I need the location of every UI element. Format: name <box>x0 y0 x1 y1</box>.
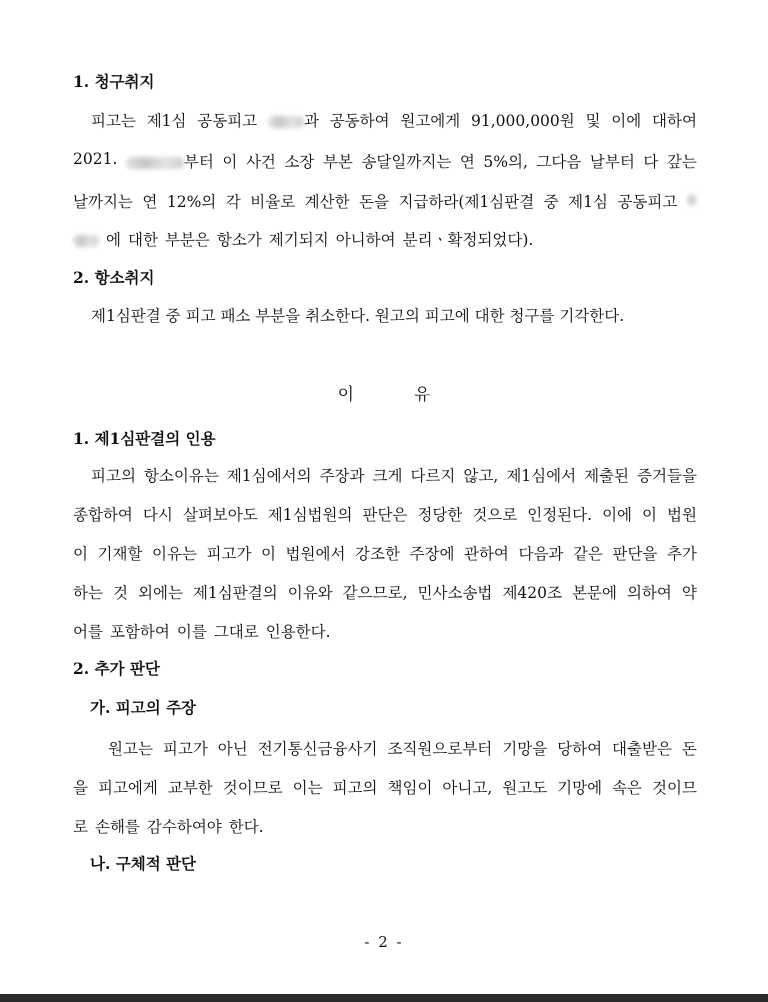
word: 아니하여 <box>335 231 396 249</box>
word: 이는 <box>292 779 323 797</box>
word: 기망을 <box>502 740 548 758</box>
word: 날부터 <box>589 153 635 171</box>
word: 어를 <box>73 623 103 641</box>
word: 민사소송법 <box>417 584 493 602</box>
word: 분리ㆍ확정되었다). <box>402 231 534 249</box>
word: 이유와 <box>287 584 333 602</box>
word: 대한 <box>127 231 158 249</box>
word: 이 <box>222 153 238 171</box>
redacted-name <box>268 116 304 128</box>
redacted-name <box>73 235 99 247</box>
word: 주장에 <box>409 545 455 563</box>
word <box>687 190 697 212</box>
word: 속은 <box>612 779 643 797</box>
word: 피고가 <box>162 740 208 758</box>
word: 송달일까지는 <box>361 153 452 171</box>
word: 사건 <box>245 153 276 171</box>
defendant-claim-title: 가. 피고의 주장 <box>90 698 197 717</box>
word: 약 <box>681 584 697 602</box>
word: 강조한 <box>355 545 400 563</box>
word: 에 <box>73 228 121 250</box>
word: 의하여 <box>626 584 672 602</box>
word: 소장 <box>284 153 315 171</box>
citation-line-3 <box>73 542 697 564</box>
word: 항소가 <box>216 231 262 249</box>
section-claim-title: 1. 청구취지 <box>73 72 155 91</box>
word: 것으로 <box>472 506 518 524</box>
citation-line-5 <box>73 620 697 642</box>
word: 다음과 <box>518 545 564 563</box>
word: 추가 <box>666 545 697 563</box>
word: 것이므 <box>652 779 697 797</box>
word: 다르지 <box>410 467 456 485</box>
word: 기재할 <box>97 545 143 563</box>
word: 갚는 <box>666 153 697 171</box>
word: 않고, <box>463 467 499 485</box>
page-number: - 2 - <box>364 933 404 951</box>
word: 하는 <box>73 584 103 602</box>
word: 제기되지 <box>268 231 329 249</box>
word: 같은 <box>572 545 603 563</box>
word: 중 <box>543 193 559 211</box>
word: 그대로 <box>213 623 259 641</box>
word: 인정된다. <box>527 506 593 524</box>
word: 및 <box>585 112 601 130</box>
word: 이 <box>73 545 88 563</box>
word: 공동하여 <box>329 112 390 130</box>
word: 이에 <box>602 506 633 524</box>
word: 정당한 <box>417 506 463 524</box>
word: 항소이유는 <box>143 467 219 485</box>
word: 지급하라(제1심판결 <box>398 193 535 211</box>
word: 이에 <box>611 112 642 130</box>
claim-line-1 <box>91 109 697 131</box>
section-appeal-title: 2. 항소취지 <box>73 268 155 287</box>
word: 교부한 <box>167 779 213 797</box>
word: 피고에게 <box>97 779 158 797</box>
word: 본문에 <box>572 584 617 602</box>
word: 12%의 <box>166 193 217 211</box>
redacted-name <box>687 194 697 206</box>
word: 피고의 <box>91 467 136 485</box>
word: 제1심판결의 <box>192 584 278 602</box>
claim-line-2 <box>73 150 697 172</box>
word: 제1심에서의 <box>226 467 312 485</box>
word: 공동피고 <box>197 112 258 130</box>
word: 비율로 <box>250 193 296 211</box>
word: 제1심 <box>146 112 187 130</box>
word: 로 <box>73 818 88 836</box>
word: 공동피고 <box>617 193 678 211</box>
word: 부터 <box>126 150 214 172</box>
word: 기망에 <box>557 779 603 797</box>
appeal-line: 제1심판결 중 피고 패소 부분을 취소한다. 원고의 피고에 대한 청구를 기각한다. <box>91 307 625 325</box>
citation-line-1 <box>91 464 697 486</box>
word: 91,000,000원 <box>471 112 575 130</box>
word: 종합하여 <box>73 506 133 524</box>
word: 이유는 <box>152 545 197 563</box>
additional-judgment-title: 2. 추가 판단 <box>73 659 160 678</box>
word: 제1심 <box>568 193 608 211</box>
reason-citation-title: 1. 제1심판결의 인용 <box>73 429 216 448</box>
defendant-claim-line-2 <box>73 776 697 798</box>
word: 아니고, <box>442 779 493 797</box>
word: 것이므로 <box>222 779 283 797</box>
word: 같으므로, <box>342 584 408 602</box>
word: 피고의 <box>332 779 378 797</box>
word: 대하여 <box>652 112 697 130</box>
citation-line-2 <box>73 503 697 525</box>
word: 이 <box>642 506 657 524</box>
word: 을 <box>73 779 88 797</box>
word: 인용한다. <box>265 623 331 641</box>
redacted-name <box>126 157 184 169</box>
word: 한다. <box>228 818 264 836</box>
defendant-claim-line-3 <box>73 815 697 837</box>
word: 법원 <box>667 506 697 524</box>
word: 연 <box>142 193 158 211</box>
word: 손해를 <box>94 818 140 836</box>
word: 살펴보아도 <box>182 506 258 524</box>
specific-judgment-title: 나. 구체적 판단 <box>90 854 197 873</box>
word: 당하여 <box>557 740 603 758</box>
word: 계산한 <box>304 193 350 211</box>
word: 관하여 <box>463 545 509 563</box>
word: 증거들을 <box>637 467 697 485</box>
claim-line-3 <box>73 190 697 212</box>
claim-line-4 <box>73 228 697 250</box>
word: 이 <box>261 545 276 563</box>
word: 피고가 <box>206 545 252 563</box>
word: 조직원으로부터 <box>387 740 493 758</box>
word: 부분은 <box>164 231 210 249</box>
word: 연 <box>459 153 475 171</box>
reason-heading: 이유 <box>337 385 491 405</box>
word: 주장과 <box>319 467 365 485</box>
word: 부본 <box>322 153 353 171</box>
word: 돈 <box>681 740 697 758</box>
word: 판단을 <box>612 545 658 563</box>
word: 피고는 <box>91 112 136 130</box>
word: 제출된 <box>584 467 630 485</box>
word: 외에는 <box>138 584 183 602</box>
word: 아닌 <box>217 740 248 758</box>
word: 5%의, <box>483 153 528 171</box>
defendant-claim-line-1 <box>108 737 697 759</box>
citation-line-4 <box>73 581 697 603</box>
word: 돈을 <box>359 193 390 211</box>
word: 2021. <box>73 150 118 168</box>
word: 포함하여 <box>109 623 170 641</box>
word: 감수하여야 <box>146 818 222 836</box>
word: 대출받은 <box>612 740 672 758</box>
word: 판단은 <box>362 506 408 524</box>
word: 전기통신금융사기 <box>257 740 378 758</box>
word: 법원에서 <box>285 545 346 563</box>
word: 제1심에서 <box>506 467 577 485</box>
word: 원고에게 <box>400 112 461 130</box>
word: 원고도 <box>502 779 548 797</box>
word: 각 <box>225 193 241 211</box>
word: 그다음 <box>536 153 582 171</box>
word: 원고는 <box>108 740 153 758</box>
word: 크게 <box>372 467 403 485</box>
word: 이를 <box>176 623 207 641</box>
word: 날까지는 <box>73 193 133 211</box>
word: 과 <box>268 109 319 131</box>
word: 다시 <box>142 506 173 524</box>
word: 책임이 <box>387 779 433 797</box>
word: 제420조 <box>502 584 562 602</box>
viewer-bottom-bar <box>0 994 768 1002</box>
word: 제1심법원의 <box>267 506 353 524</box>
word: 다 <box>643 153 659 171</box>
word: 것 <box>112 584 128 602</box>
